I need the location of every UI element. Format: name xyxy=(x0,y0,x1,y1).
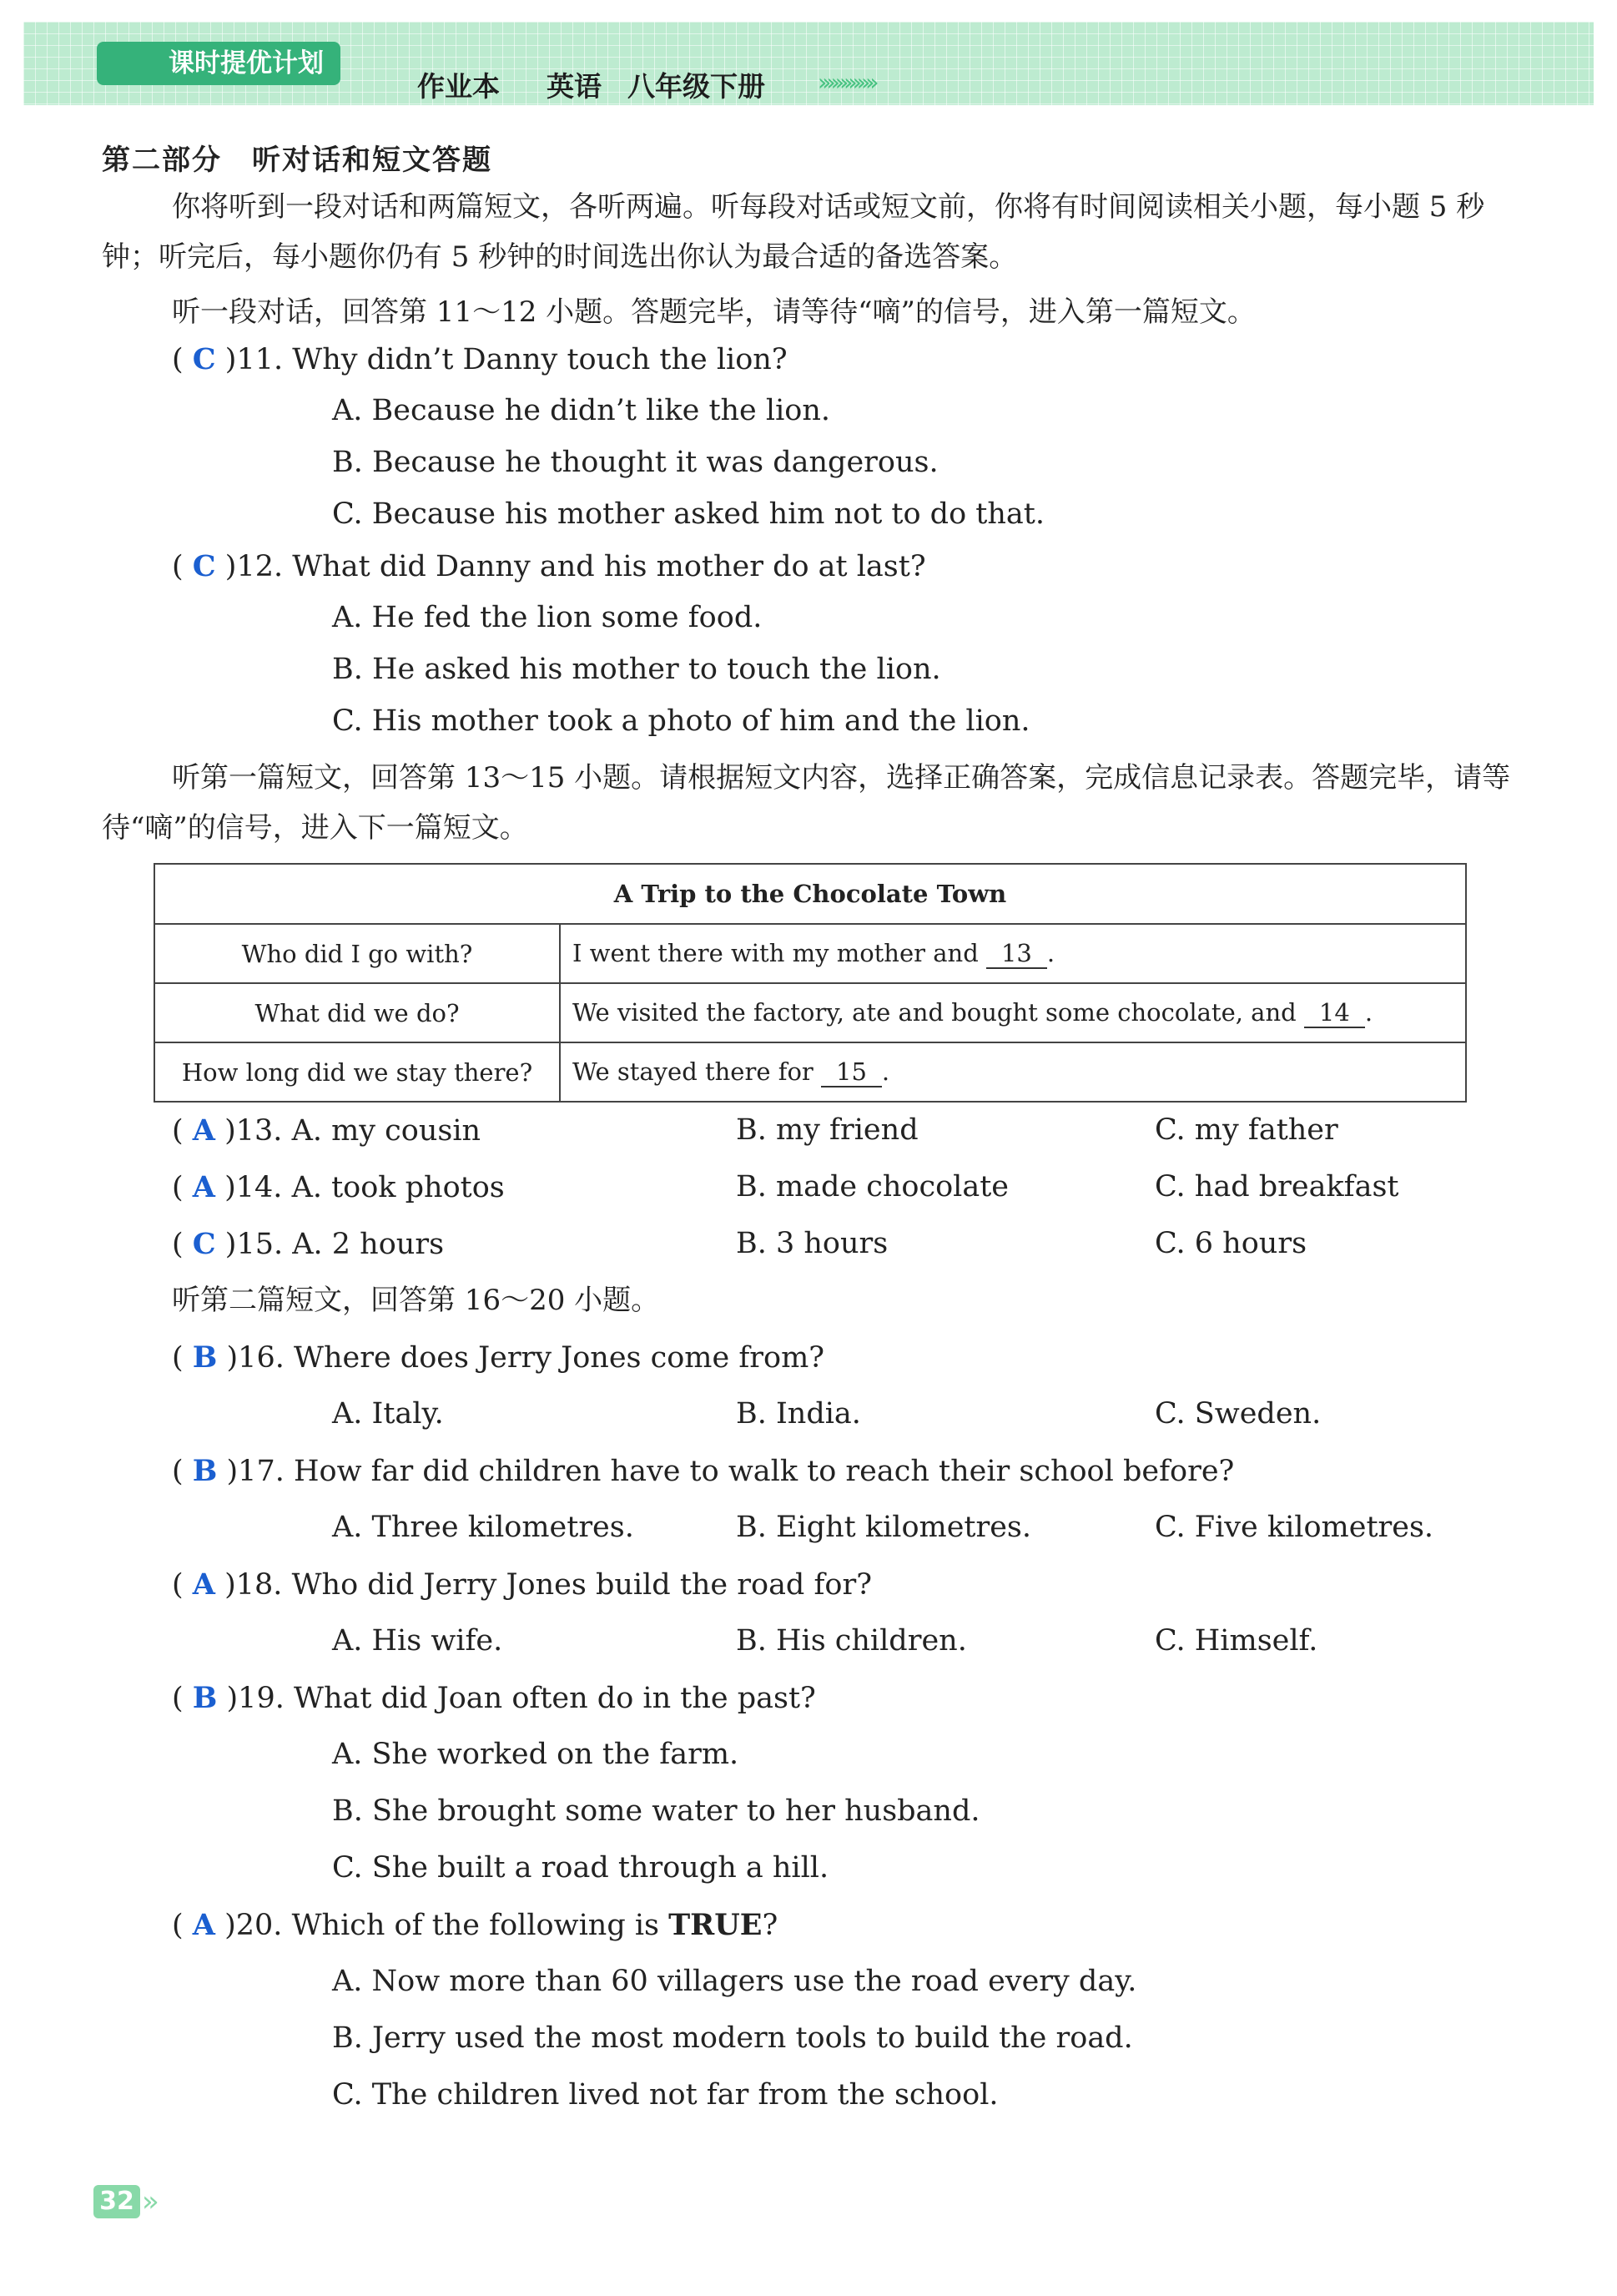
blank-14: 14 xyxy=(1304,998,1365,1028)
answer-19: B xyxy=(192,1681,218,1715)
table-question: Who did I go with? xyxy=(154,924,560,983)
q12-option-c: C. His mother took a photo of him and the lion. xyxy=(332,704,1030,738)
book-type: 作业本 xyxy=(417,70,500,103)
answer-20: A xyxy=(192,1908,215,1942)
question-20: ( A )20. Which of the following is TRUE? xyxy=(172,1908,778,1942)
question-12: ( C )12. What did Danny and his mother do at last? xyxy=(172,549,926,583)
table-question: What did we do? xyxy=(154,983,560,1042)
question-11: ( C )11. Why didn’t Danny touch the lion? xyxy=(172,342,788,376)
q14-option-b: B. made chocolate xyxy=(736,1170,1009,1204)
question-14: ( A )14. A. took photos xyxy=(172,1170,505,1204)
q11-option-a: A. Because he didn’t like the lion. xyxy=(332,394,831,427)
answer-14: A xyxy=(192,1170,215,1204)
page-arrow-icon: » xyxy=(142,2185,159,2218)
q16-option-a: A. Italy. xyxy=(332,1397,444,1431)
q18-option-a: A. His wife. xyxy=(332,1624,503,1658)
q15-option-c: C. 6 hours xyxy=(1155,1227,1307,1260)
q15-option-b: B. 3 hours xyxy=(736,1227,889,1260)
q19-option-a: A. She worked on the farm. xyxy=(332,1738,739,1771)
answer-17: B xyxy=(192,1454,218,1488)
answer-11: C xyxy=(192,342,216,376)
page-number: 32 xyxy=(93,2185,140,2218)
q19-option-c: C. She built a road through a hill. xyxy=(332,1851,829,1885)
question-19: ( B )19. What did Joan often do in the past? xyxy=(172,1681,816,1715)
header-chevrons: ››››››››››››› xyxy=(818,68,874,96)
answer-15: C xyxy=(192,1227,216,1261)
q20-option-c: C. The children lived not far from the school. xyxy=(332,2078,999,2112)
answer-18: A xyxy=(192,1567,215,1602)
q20-option-b: B. Jerry used the most modern tools to build the road. xyxy=(332,2021,1133,2055)
table-question: How long did we stay there? xyxy=(154,1042,560,1102)
table-answer: We stayed there for 15 . xyxy=(560,1042,1466,1102)
answer-12: C xyxy=(192,549,216,583)
q13-option-c: C. my father xyxy=(1155,1113,1338,1147)
subject: 英语 xyxy=(547,70,602,103)
blank-15: 15 xyxy=(821,1057,882,1087)
table-answer: I went there with my mother and 13 . xyxy=(560,924,1466,983)
q20-option-a: A. Now more than 60 villagers use the road every day. xyxy=(332,1965,1137,1998)
brand-badge: 课时提优计划 xyxy=(97,42,340,85)
q12-option-a: A. He fed the lion some food. xyxy=(332,601,763,634)
q12-option-b: B. He asked his mother to touch the lion. xyxy=(332,653,941,686)
q17-option-a: A. Three kilometres. xyxy=(332,1511,634,1544)
answer-16: B xyxy=(192,1340,218,1375)
q17-option-c: C. Five kilometres. xyxy=(1155,1511,1434,1544)
section-title: 第二部分 听对话和短文答题 xyxy=(102,144,492,177)
q16-option-c: C. Sweden. xyxy=(1155,1397,1322,1431)
q19-option-b: B. She brought some water to her husband. xyxy=(332,1794,980,1828)
info-table xyxy=(154,863,1467,1103)
q11-option-b: B. Because he thought it was dangerous. xyxy=(332,446,939,479)
question-15: ( C )15. A. 2 hours xyxy=(172,1227,445,1261)
q16-option-b: B. India. xyxy=(736,1397,861,1431)
q13-option-b: B. my friend xyxy=(736,1113,919,1147)
grade: 八年级下册 xyxy=(627,70,765,103)
q18-option-b: B. His children. xyxy=(736,1624,967,1658)
table-title: A Trip to the Chocolate Town xyxy=(154,864,1466,924)
q17-option-b: B. Eight kilometres. xyxy=(736,1511,1032,1544)
dialogue-instructions: 听一段对话，回答第 11～12 小题。答题完毕，请等待“嘀”的信号，进入第一篇短文。 xyxy=(172,295,1256,329)
q18-option-c: C. Himself. xyxy=(1155,1624,1318,1658)
instructions-paragraph: 你将听到一段对话和两篇短文，各听两遍。听每段对话或短文前，你将有时间阅读相关小题，每小题 5 秒钟；听完后，每小题你仍有 5 秒钟的时间选出你认为最合适的备选答案。 xyxy=(102,190,1485,274)
question-13: ( A )13. A. my cousin xyxy=(172,1113,481,1148)
answer-13: A xyxy=(192,1113,215,1148)
passage1-instructions: 听第一篇短文，回答第 13～15 小题。请根据短文内容，选择正确答案，完成信息记录表。答题完毕，请等待“嘀”的信号，进入下一篇短文。 xyxy=(102,761,1511,845)
question-17: ( B )17. How far did children have to walk to reach their school before? xyxy=(172,1454,1235,1488)
question-18: ( A )18. Who did Jerry Jones build the road for? xyxy=(172,1567,872,1602)
blank-13: 13 xyxy=(986,939,1047,969)
passage2-instructions: 听第二篇短文，回答第 16～20 小题。 xyxy=(172,1284,660,1317)
question-16: ( B )16. Where does Jerry Jones come from? xyxy=(172,1340,825,1375)
q11-option-c: C. Because his mother asked him not to do that. xyxy=(332,497,1045,531)
q14-option-c: C. had breakfast xyxy=(1155,1170,1399,1204)
table-answer: We visited the factory, ate and bought some chocolate, and 14 . xyxy=(560,983,1466,1042)
